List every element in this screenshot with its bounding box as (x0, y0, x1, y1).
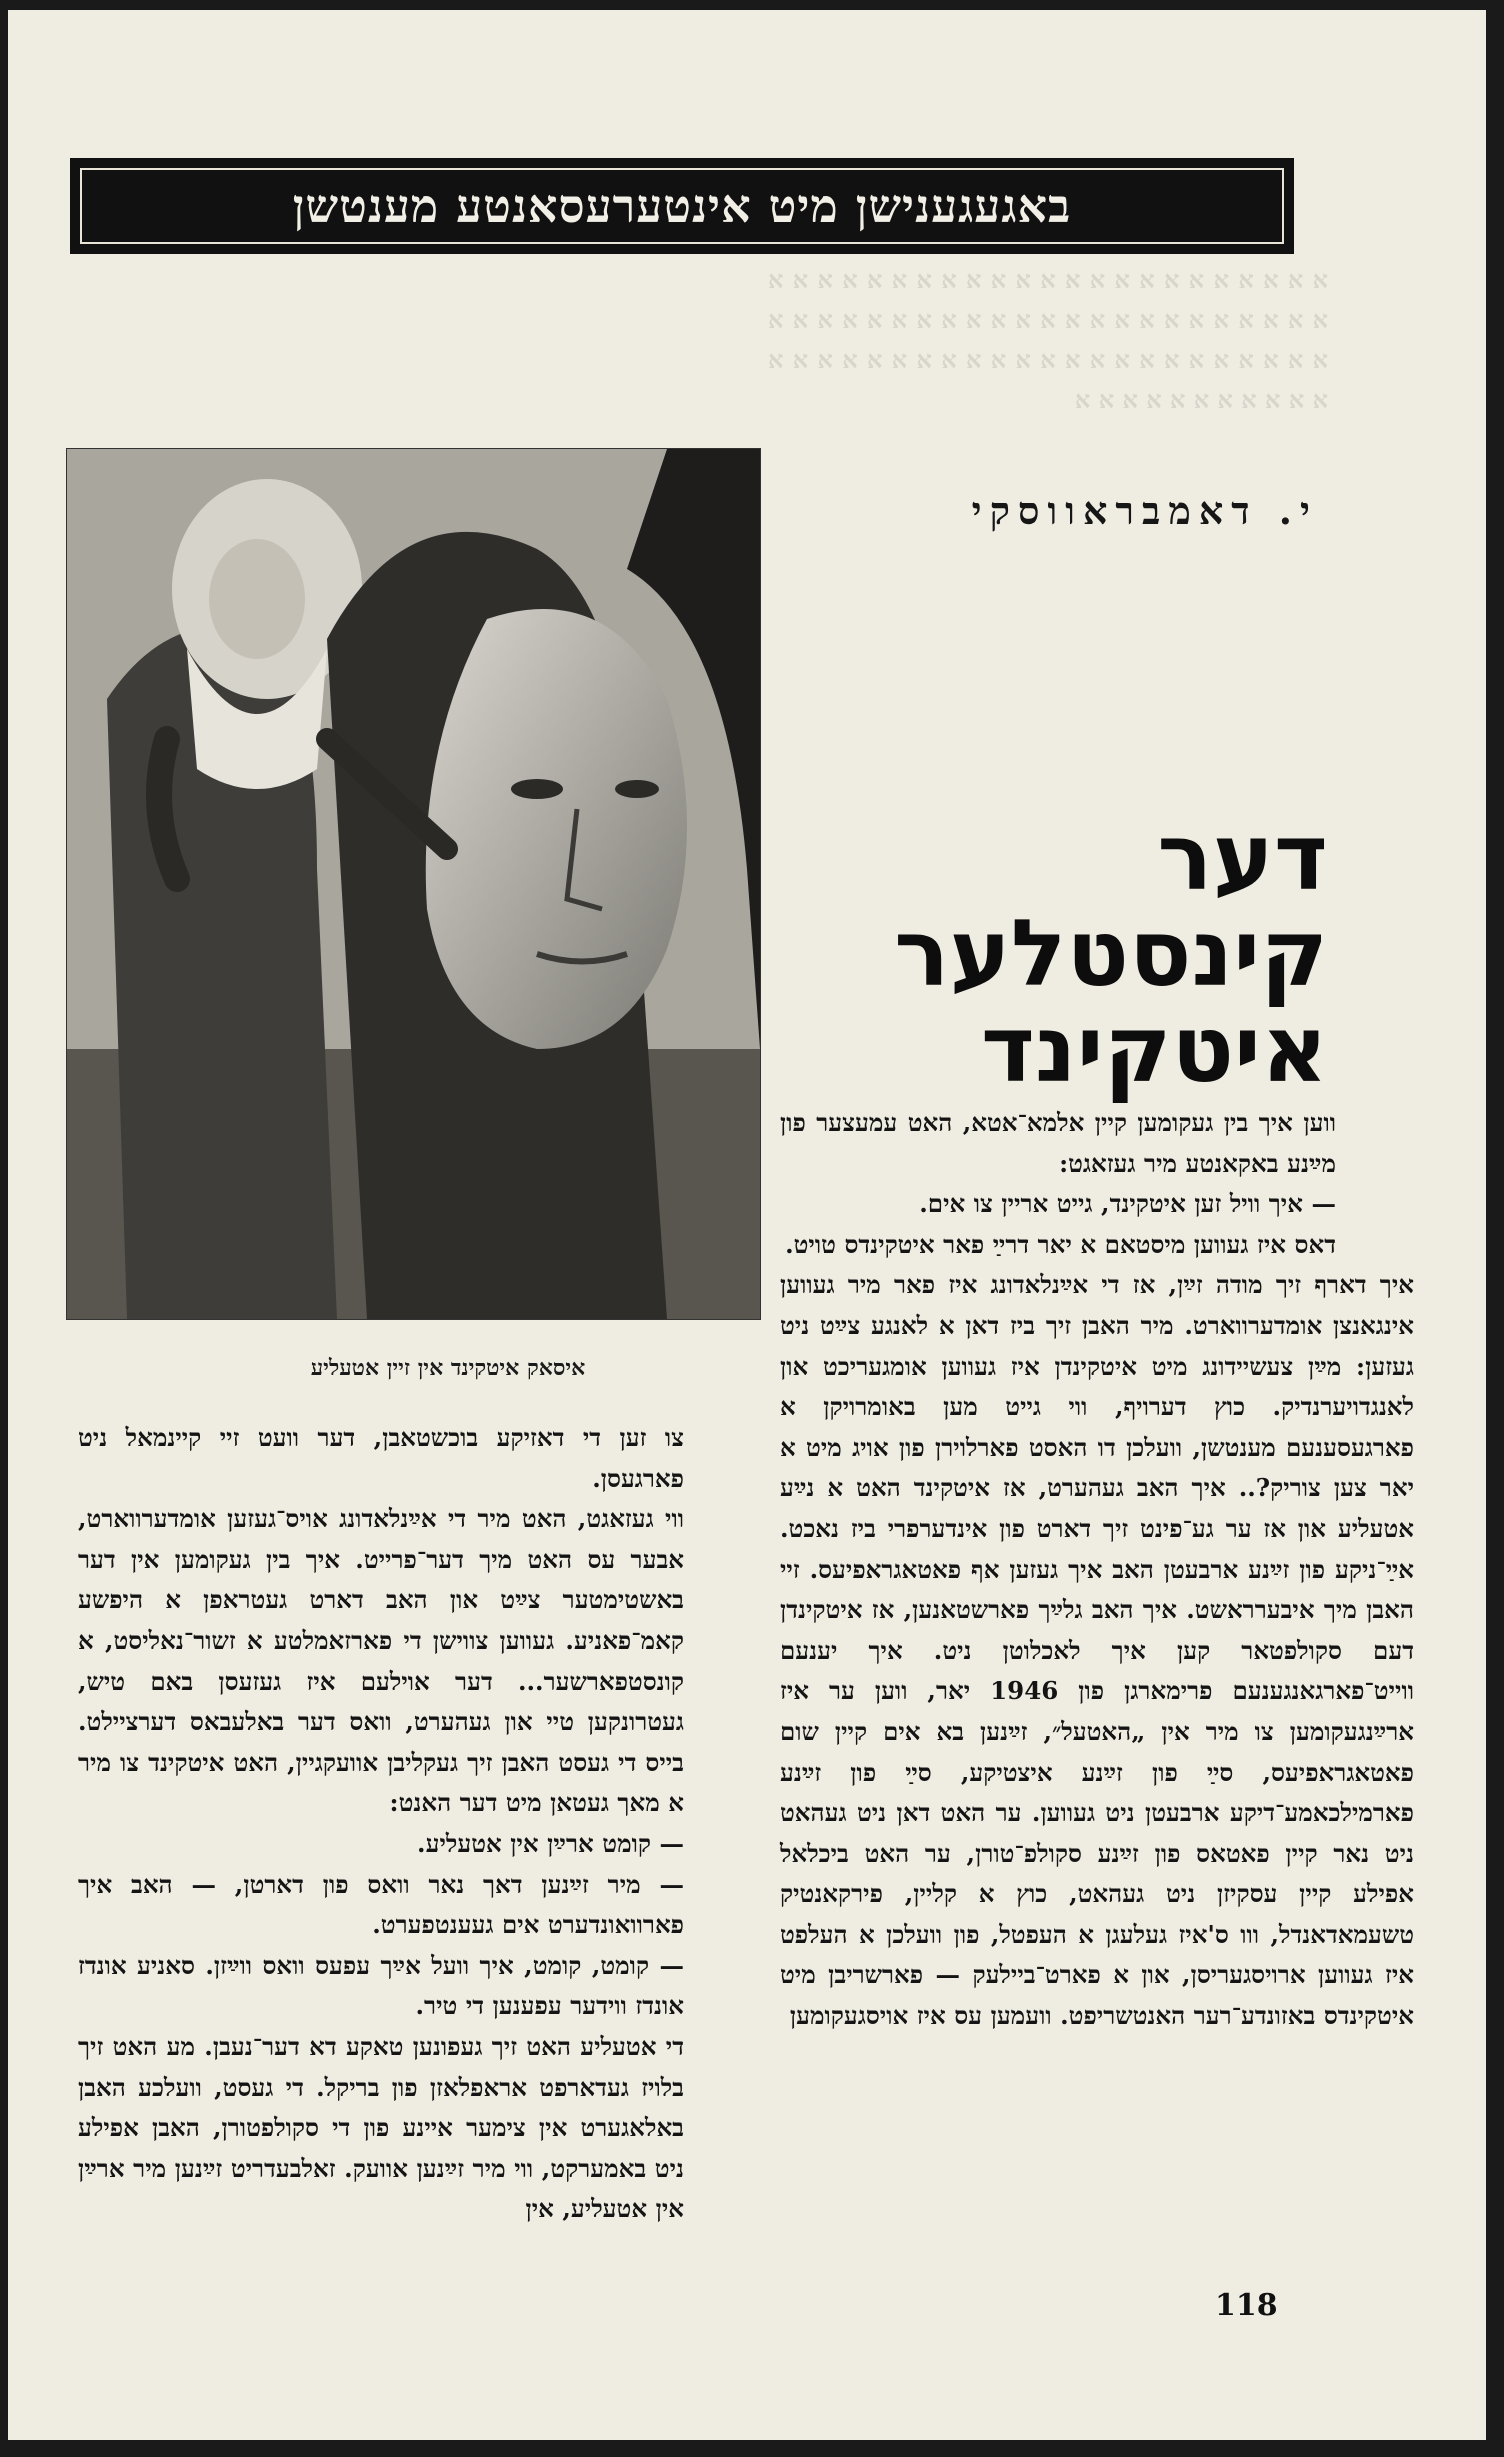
article-headline (768, 804, 1328, 1103)
headline-line-2: איטקינד (980, 996, 1328, 1103)
author-name: י. דאמבראווסקי (971, 488, 1318, 533)
section-banner (70, 158, 1294, 254)
headline-line-1: דער קינסטלער (894, 804, 1328, 1007)
right-column (780, 1103, 1414, 2037)
paragraph: — מיר זײַנען דאך נאר וואס פון דארטן, — האב איך פארוואונדערט אים געענטפערט. (78, 1869, 684, 1940)
photo-illustration (67, 449, 760, 1319)
banner-title: באגעגענישן מיט אינטערעסאנטע מענטשן (292, 179, 1072, 233)
paragraph: צו זען די דאזיקע בוכשטאבן, דער וועט זיי קיינמאל ניט פארגעסן. (78, 1423, 684, 1493)
paragraph: — קומט ארײַן אין אטעליע. (417, 1828, 684, 1858)
page-number: 118 (1215, 2288, 1278, 2323)
paragraph: — איך וויל זען איטקינד, גייט אריין צו אים. (919, 1189, 1336, 1219)
paragraph: דאס איז געווען מיסטאם א יאר דרײַ פאר איטקינדס טויט. (785, 1229, 1336, 1259)
photo-caption: איסאק איטקינד אין זיין אטעליע (310, 1355, 586, 1381)
article-photo (66, 448, 761, 1320)
paragraph: איך דארף זיך מודה זײַן, אז די אײַנלאדונג איז פאר מיר געווען אינגאנצן אומדערווארט. מיר האבן זיך ביז דאן א לאנגע צײַט ניט געזען: מײַן צעשיידונג מיט איטקינדן איז געווען אומגעריכט און לאנגדויערנדיק. כוץ דערויף, ווי גייט מען באומרויקן א פארגעסענעם מענטשן, וועלכן דו האסט פארלוירן פון אויג מיט א יאר צען צוריק?.. איך האב געהערט, אז איטקינד האט א נײַע אטעליע און אז ער גע־פינט זיך דארט פון אינדערפרי ביז נאכט. אײַ־ניקע פון זײַנע ארבעטן האב איך געזען אף פאטאגראפיעס. זיי האבן מיך איבערראשט. איך האב גלײַך פארשטאנען, אז איטקינדן דעם סקולפטאר קען איך לאכלוטן ניט. איך יענעם ווייט־פארגאנגענעם פרימארגן פון 1946 יאר, ווען ער איז ארײַנגעקומען צו מיר אין „האטעל״, זײַנען בא אים קיין שום פאטאגראפיעס, סײַ פון זײַנע איצטיקע, סײַ פון זײַנע פארמילכאמע־דיקע ארבעטן ניט געווען. ער האט דאן ניט געהאט ניט נאר קיין פאטאס פון זײַנע סקולפ־טורן, ער האט ביכלאל אפילע קיין עסקיזן ניט געהאט, כוץ א קליין, פירקאנטיק טשעמאדאנדל, ווו ס'איז געלעגן א העפטל, פון וועלכן א העלפט איז געווען ארויסגעריסן, און א פארט־ביילעק — פארשריבן מיט איטקינדס באזונדע־רער האנטשריפט. וועמען עס איז אויסגעקומען (780, 1270, 1414, 2031)
paragraph: ווי געזאגט, האט מיר די אײַנלאדונג אויס־געזען אומדערווארט, אבער עס האט מיך דער־פרייט. איך בין געקומען אין דער באשטימטער צײַט און האב דארט געטראפן א היפשע קאמ־פאניע. געווען צווישן די פארזאמלטע א זשור־נאליסט, א קונסטפארשער... דער אוילעם איז געזעסן באם טיש, געטרונקען טיי און געהערט, וואס דער באלעבאס דערציילט. בייס די געסט האבן זיך געקליבן אוועקגיין, האט איטקינד צו מיר א מאך געטאן מיט דער האנט: (78, 1504, 684, 1818)
paragraph: די אטעליע האט זיך געפונען טאקע דא דער־נעבן. מע האט זיך בלויז געדארפט אראפלאזן פון בריקל. די געסט, וועלכע האבן באלאגערט אין צימער איינע פון די סקולפטורן, האבן אפילע ניט באמערקט, ווי מיר זײַנען אוועק. זאלבעדריט זײַנען מיר ארײַן אין אטעליע, אין (78, 2031, 684, 2224)
left-column (78, 1418, 684, 2230)
paragraph: ווען איך בין געקומען קיין אלמא־אטא, האט עמעצער פון מײַנע באקאנטע מיר געזאגט: (780, 1108, 1336, 1178)
paragraph: — קומט, קומט, איך וועל אײַך עפעס וואס ווײַזן. סאניע אונדז אונדז ווידער עפענען די טיר. (78, 1950, 684, 2021)
page (8, 10, 1486, 2440)
bleed-through-text: א א א א א א א א א א א א א א א א א א א א א א א א א א א א א א א א א א א א א א א א א א א א א א א א א א א א א א א א א א א א א א א א א א א א א א א א א א א א א א א א (768, 265, 1328, 414)
